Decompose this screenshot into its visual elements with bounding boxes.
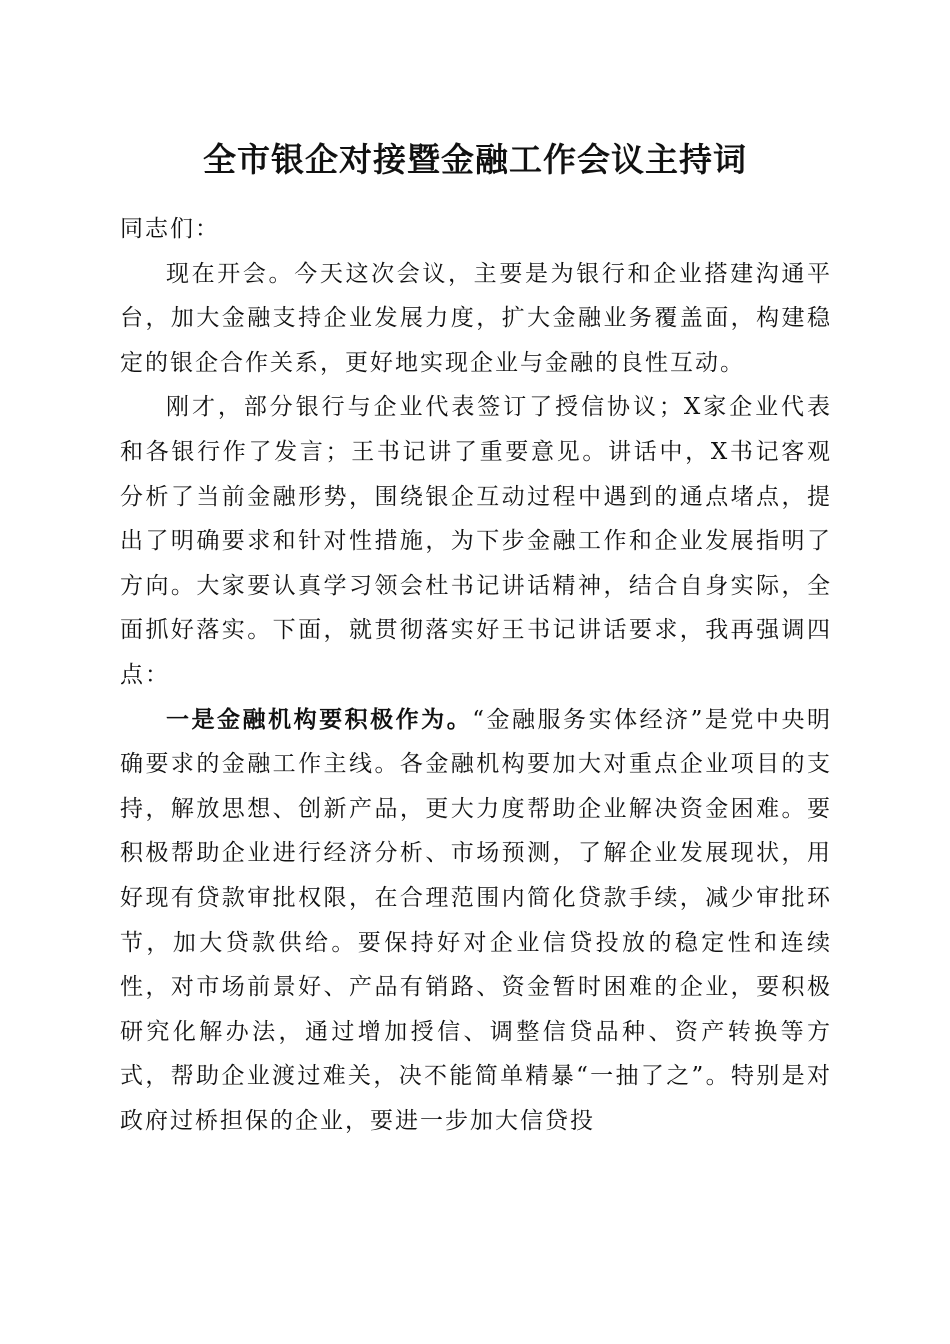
paragraph-lead: 一是金融机构要积极作为。 [166,705,473,733]
paragraph-text: 刚才，部分银行与企业代表签订了授信协议；X家企业代表和各银行作了发言；王书记讲了重要意见。讲话中，X书记客观分析了当前金融形势，围绕银企互动过程中遇到的通点堵点，提出了明确要求和针对性措施，为下步金融工作和企业发展指明了方向。大家要认真学习领会杜书记讲话精神，结合自身实际，全面抓好落实。下面，就贯彻落实好王书记讲话要求，我再强调四点： [120,394,832,688]
paragraph-text: 现在开会。今天这次会议，主要是为银行和企业搭建沟通平台，加大金融支持企业发展力度，扩大金融业务覆盖面，构建稳定的银企合作关系，更好地实现企业与金融的良性互动。 [120,260,832,376]
document-title: 全市银企对接暨金融工作会议主持词 [203,140,747,179]
paragraph-opening [120,252,832,386]
paragraph-text: “金融服务实体经济”是党中央明确要求的金融工作主线。各金融机构要加大对重点企业项目的支持，解放思想、创新产品，更大力度帮助企业解决资金困难。要积极帮助企业进行经济分析、市场预测，了解企业发展现状，用好现有贷款审批权限，在合理范围内简化贷款手续，减少审批环节，加大贷款供给。要保持好对企业信贷投放的稳定性和连续性，对市场前景好、产品有销路、资金暂时困难的企业，要积极研究化解办法，通过增加授信、调整信贷品种、资产转换等方式，帮助企业渡过难关，决不能简单精暴“一抽了之”。特别是对政府过桥担保的企业，要进一步加大信贷投 [120,706,832,1134]
paragraph-point-one [120,698,832,1144]
salutation: 同志们： [120,216,220,242]
paragraph-summary [120,385,832,697]
document-body [120,207,832,1143]
